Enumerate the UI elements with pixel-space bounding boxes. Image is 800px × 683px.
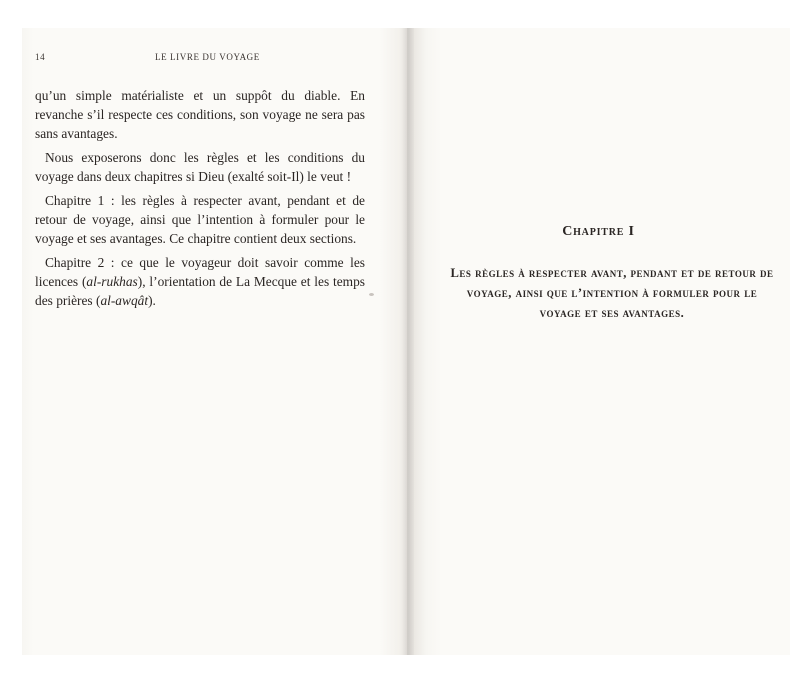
paragraph — [35, 148, 365, 186]
paragraph-text: ). — [148, 293, 156, 308]
right-page — [407, 28, 790, 655]
left-page — [22, 28, 407, 655]
paragraph — [35, 191, 365, 248]
paragraph — [35, 86, 365, 143]
paragraph-text: Chapitre 1 : les règles à respecter avant, pendant et de retour de voyage, ainsi que l’intention à formuler pour le voyage et ses avantages. Ce chapitre contient deux sections. — [35, 193, 365, 246]
book-spread — [22, 28, 790, 655]
running-title: LE LIVRE DU VOYAGE — [155, 52, 260, 62]
paragraph-text: Chapitre 2 : ce que le voyageur doit savoir comme les licences ( — [35, 255, 365, 289]
paragraph-text: Nous exposerons donc les règles et les conditions du voyage dans deux chapitres si Dieu (exalté soit-Il) le veut ! — [35, 150, 365, 184]
chapter-title: Les règles à respecter avant, pendant et de retour de voyage, ainsi que l’intention à formuler pour le voyage et ses avantages. — [450, 266, 774, 320]
italic-term: al-rukhas — [86, 274, 138, 289]
running-head — [35, 52, 377, 66]
italic-term: al-awqât — [100, 293, 149, 308]
paragraph-text: ), l’orientation de La Mecque et les temps des prières ( — [35, 274, 365, 308]
body-text — [35, 86, 365, 315]
paragraph-text: qu’un simple matérialiste et un suppôt du diable. En revanche s’il respecte ces conditions, son voyage ne sera pas sans avantages. — [35, 88, 365, 141]
chapter-label: Chapitre I — [562, 224, 635, 239]
page-number: 14 — [35, 52, 46, 62]
paper-speck — [369, 293, 374, 296]
paragraph — [35, 253, 365, 310]
